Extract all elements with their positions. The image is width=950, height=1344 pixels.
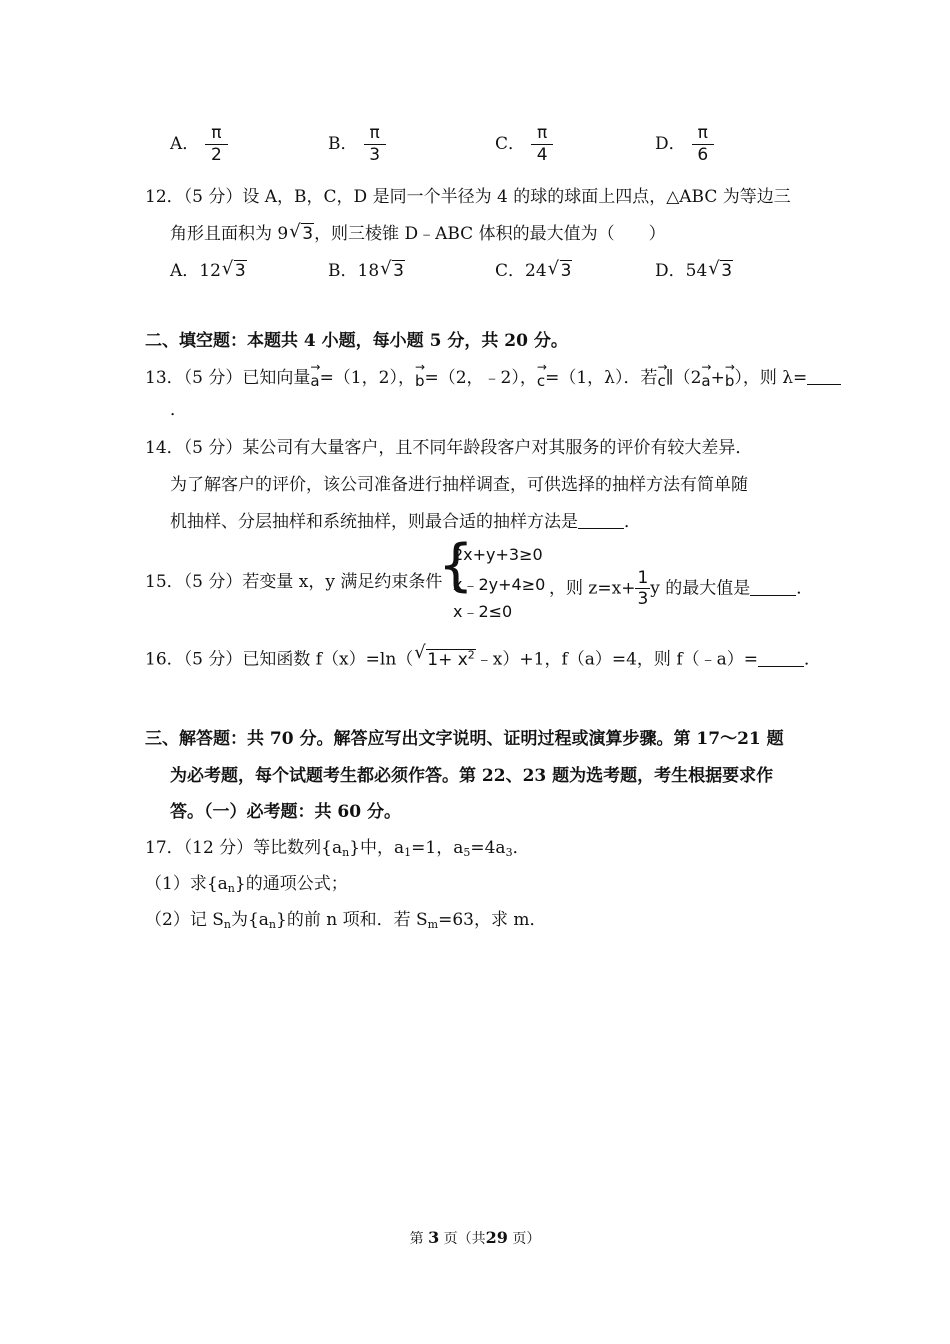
vector-a: → a [310, 360, 321, 390]
q12-option-b: B．18 √ 3 [328, 258, 404, 281]
q17-part-2: （2）记 $S_n$为$\{a_n\}$的前 n 项和．若 $S_m=63$，求 m． [145, 910, 547, 931]
q12-line-2: 角形且面积为 9 √ 3，则三棱锥 D﹣ABC 体积的最大值为（ ） [170, 221, 666, 244]
q15-fraction: $\frac{1}{3}$ [637, 568, 649, 609]
q11-option-c: C． $\frac{\pi}{4}$ [495, 125, 553, 164]
q14-answer-blank [578, 512, 624, 529]
q11-b-fraction: $\frac{\pi}{3}$ [364, 125, 386, 164]
q13-answer-blank [807, 368, 841, 385]
q12-sqrt: √ 3 [289, 221, 314, 244]
vector-b-2: → b [724, 360, 735, 390]
q15-condition-2: x﹣2y+4≥0 [453, 575, 546, 594]
q12-line-1: 12．（5 分）设 A，B，C，D 是同一个半径为 4 的球的球面上四点，△ABC 为等边三 [145, 187, 791, 207]
q16-line: 16．（5 分）已知函数 f（x）=ln（ √ $1+ x^2﹣x)+1$，f（a）=4，则 f（﹣a）= ． [145, 642, 822, 670]
q15-answer-blank [750, 579, 796, 596]
q12-option-a: A．12 √ 3 [170, 258, 246, 281]
q15-condition-3: x﹣2≤0 [453, 602, 513, 621]
q13-dot: ． [170, 400, 187, 420]
q15-prefix: 15．（5 分）若变量 x，y 满足约束条件 [145, 572, 443, 592]
section-3-line-2: 为必考题，每个试题考生都必须作答。第 22、23 题为选考题，考生根据要求作 [170, 766, 774, 786]
q14-line-3: 机抽样、分层抽样和系统抽样，则最合适的抽样方法是 ． [170, 512, 641, 532]
vector-c-2: → c [657, 360, 668, 390]
q11-c-fraction: $\frac{\pi}{4}$ [531, 125, 553, 164]
q15-brace: { [438, 533, 474, 598]
q15-objective: ，则 z=x+ $\frac{1}{3}$ y 的最大值是 ． [549, 568, 814, 609]
section-2-heading: 二、填空题：本题共 4 小题，每小题 5 分，共 20 分。 [145, 331, 568, 351]
q11-option-a: A． $\frac{\pi}{2}$ [170, 125, 228, 164]
q16-answer-blank [758, 650, 804, 667]
page-footer: 第 3 页（共29 页） [409, 1228, 541, 1247]
q17-part-1: （1）求$\{a_n\}$的通项公式； [145, 874, 348, 895]
q16-sqrt: √ $1+ x^2$ [414, 642, 475, 670]
q12-option-d: D．54 √ 3 [655, 258, 733, 281]
vector-c: → c [536, 360, 547, 390]
q17-line-1: 17．（12 分）等比数列$\{a_n\}$中，$a_1=1$，$a_5=4a_3$． [145, 838, 530, 859]
vector-b: → b [414, 360, 426, 390]
section-3-line-3: 答。（一）必考题：共 60 分。 [170, 802, 401, 822]
q11-a-fraction: $\frac{\pi}{2}$ [205, 125, 227, 164]
q13-line-1: 13．（5 分）已知向量 → a=（1，2）， → b=（2，﹣2）， → c=（1，λ）．若 → c∥（2 → a+ → b），则 λ= [145, 366, 841, 390]
q11-option-d: D． $\frac{\pi}{6}$ [655, 125, 714, 164]
section-3-line-1: 三、解答题：共 70 分。解答应写出文字说明、证明过程或演算步骤。第 17～21 题 [145, 729, 784, 749]
q14-line-1: 14．（5 分）某公司有大量客户，且不同年龄段客户对其服务的评价有较大差异． [145, 438, 753, 458]
vector-a-2: → a [701, 360, 712, 390]
q11-d-fraction: $\frac{\pi}{6}$ [692, 125, 714, 164]
q11-option-b: B． $\frac{\pi}{3}$ [328, 125, 386, 164]
q14-line-2: 为了解客户的评价，该公司准备进行抽样调查，可供选择的抽样方法有简单随 [170, 475, 748, 495]
q15-condition-1: 2x+y+3≥0 [453, 545, 543, 564]
q12-option-c: C．24 √ 3 [495, 258, 572, 281]
